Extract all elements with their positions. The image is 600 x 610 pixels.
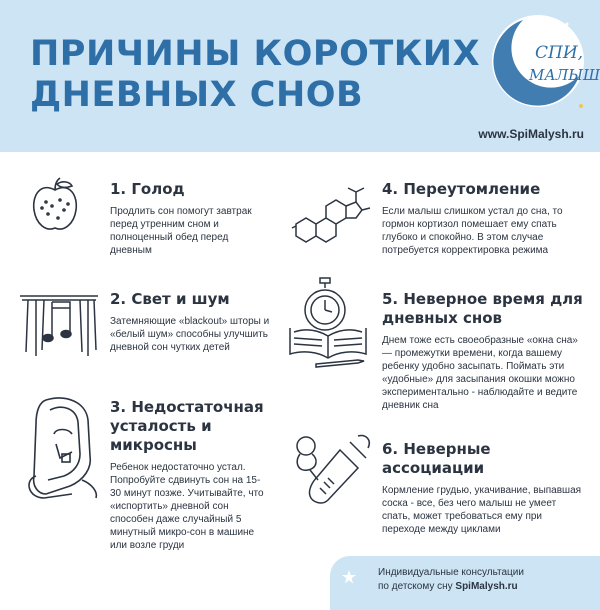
section-body: Кормление грудью, укачивание, выпавшая соска - все, без чего малыш не умеет спать, может требоваться ему при переходе между циклами [382, 485, 582, 535]
section-body: Ребенок недостаточно устал. Попробуйте сдвинуть сон на 15-30 минут позже. Учитывайте, что «испортить» дневной сон способен даже случайный 5 минутный микро-сон в машине или возле груди [110, 462, 264, 551]
header-banner [0, 0, 600, 152]
site-url[interactable]: www.SpiMalysh.ru [478, 127, 584, 141]
section-wrong-time [382, 290, 587, 412]
title-line-2: ДНЕВНЫХ СНОВ [30, 75, 364, 115]
section-hunger [110, 180, 270, 257]
section-title: 5. Неверное время для дневных снов [382, 290, 583, 327]
page-title [30, 34, 480, 116]
section-body: Затемняющие «blackout» шторы и «белый шум» способны улучшить дневной сон чутких детей [110, 316, 270, 353]
consultation-prefix: по детскому сну [378, 581, 453, 592]
molecule-icon [290, 184, 374, 246]
section-title: 1. Голод [110, 180, 185, 198]
consultation-line-1: Индивидуальные консультации [378, 567, 524, 578]
logo-text-top: СПИ, [535, 43, 584, 63]
section-body: Днем тоже есть своеобразные «окна сна» — промежутки времени, когда вашему ребенку удобно засыпать. Поймать эти «удобные» для засыпания окошки можно экспериментально - наблюдайте и ведите дневник сна [382, 335, 578, 411]
title-line-1: ПРИЧИНЫ КОРОТКИХ [30, 34, 481, 74]
apple-icon [30, 176, 80, 236]
clock-book-icon [286, 276, 372, 372]
star-icon [342, 570, 356, 584]
curtain-music-icon [18, 292, 100, 364]
section-light-noise [110, 290, 270, 354]
car-seat-icon [26, 394, 106, 504]
consultation-note [378, 566, 598, 594]
section-body: Продлить сон помогут завтрак перед утренним сном и полноценный обед перед дневным [110, 206, 252, 256]
section-body: Если малыш слишком устал до сна, то гормон кортизол помешает ему спать глубоко и спокойно. В этом случае потребуется корректировка режима [382, 206, 563, 256]
section-wrong-associations [382, 440, 582, 536]
logo [483, 6, 600, 116]
footer-banner [330, 556, 600, 610]
section-title: 6. Неверные ассоциации [382, 440, 491, 477]
consultation-line-2 [378, 580, 598, 594]
section-title: 3. Недостаточная усталость и микросны [110, 398, 264, 454]
section-not-tired [110, 398, 270, 552]
section-overtired [382, 180, 582, 257]
consultation-link[interactable]: SpiMalysh.ru [455, 581, 518, 592]
bottle-pacifier-icon [288, 430, 374, 510]
logo-text-bottom: МАЛЫШ [529, 66, 600, 84]
section-title: 4. Переутомление [382, 180, 541, 198]
section-title: 2. Свет и шум [110, 290, 230, 308]
